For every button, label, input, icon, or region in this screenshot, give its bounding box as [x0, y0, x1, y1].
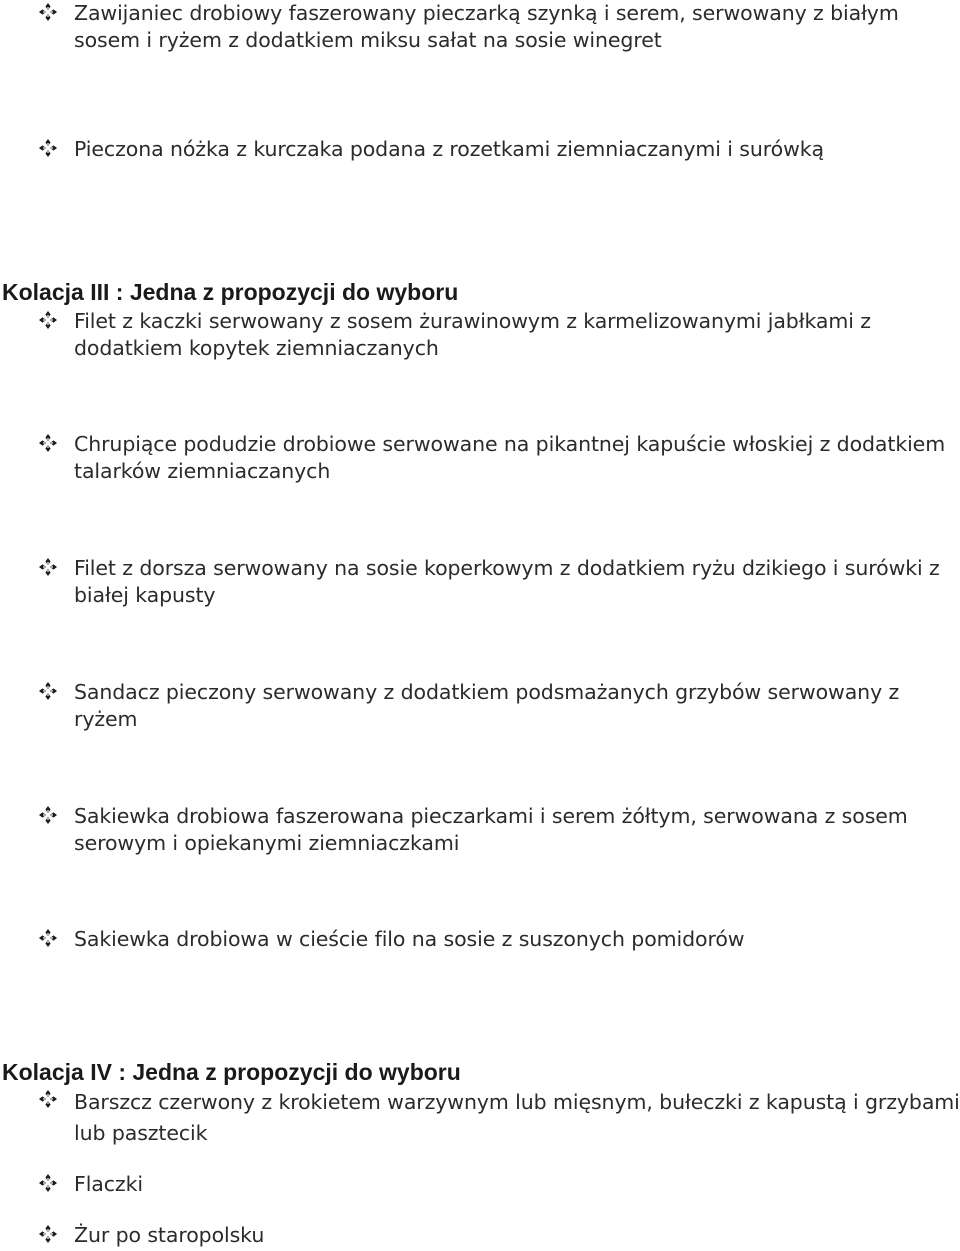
diamond-bullet-icon: [38, 433, 60, 455]
section-heading-kolacja-4: Kolacja IV : Jedna z propozycji do wyboru: [2, 1059, 461, 1085]
diamond-bullet-icon: [38, 928, 60, 950]
diamond-bullet-icon: [38, 1173, 60, 1195]
menu-item-text: Sakiewka drobiowa faszerowana pieczarkami i serem żółtym, serwowana z sosem serowym i opiekanymi ziemniaczkami: [74, 804, 908, 855]
menu-item-text: Żur po staropolsku: [74, 1223, 265, 1247]
menu-item-text: Pieczona nóżka z kurczaka podana z rozetkami ziemniaczanymi i surówką: [74, 137, 824, 161]
diamond-bullet-icon: [38, 1089, 60, 1111]
menu-item-text: Flaczki: [74, 1172, 143, 1196]
section-heading-kolacja-3: Kolacja III : Jedna z propozycji do wyboru: [2, 279, 459, 305]
menu-item-text: Filet z dorsza serwowany na sosie koperkowym z dodatkiem ryżu dzikiego i surówki z białej kapusty: [74, 556, 940, 607]
diamond-bullet-icon: [38, 1224, 60, 1246]
menu-item-text: Zawijaniec drobiowy faszerowany pieczarką szynką i serem, serwowany z białym sosem i ryżem z dodatkiem miksu sałat na sosie winegret: [74, 1, 899, 52]
diamond-bullet-icon: [38, 138, 60, 160]
menu-item-text: Sakiewka drobiowa w cieście filo na sosie z suszonych pomidorów: [74, 927, 745, 951]
diamond-bullet-icon: [38, 681, 60, 703]
diamond-bullet-icon: [38, 310, 60, 332]
menu-item-text: Barszcz czerwony z krokietem warzywnym lub mięsnym, bułeczki z kapustą i grzybami lub pasztecik: [74, 1090, 960, 1145]
diamond-bullet-icon: [38, 2, 60, 24]
diamond-bullet-icon: [38, 557, 60, 579]
menu-item-text: Filet z kaczki serwowany z sosem żurawinowym z karmelizowanymi jabłkami z dodatkiem kopytek ziemniaczanych: [74, 309, 871, 360]
menu-item-text: Chrupiące podudzie drobiowe serwowane na pikantnej kapuście włoskiej z dodatkiem talarków ziemniaczanych: [74, 432, 946, 483]
diamond-bullet-icon: [38, 805, 60, 827]
menu-item-text: Sandacz pieczony serwowany z dodatkiem podsmażanych grzybów serwowany z ryżem: [74, 680, 900, 731]
